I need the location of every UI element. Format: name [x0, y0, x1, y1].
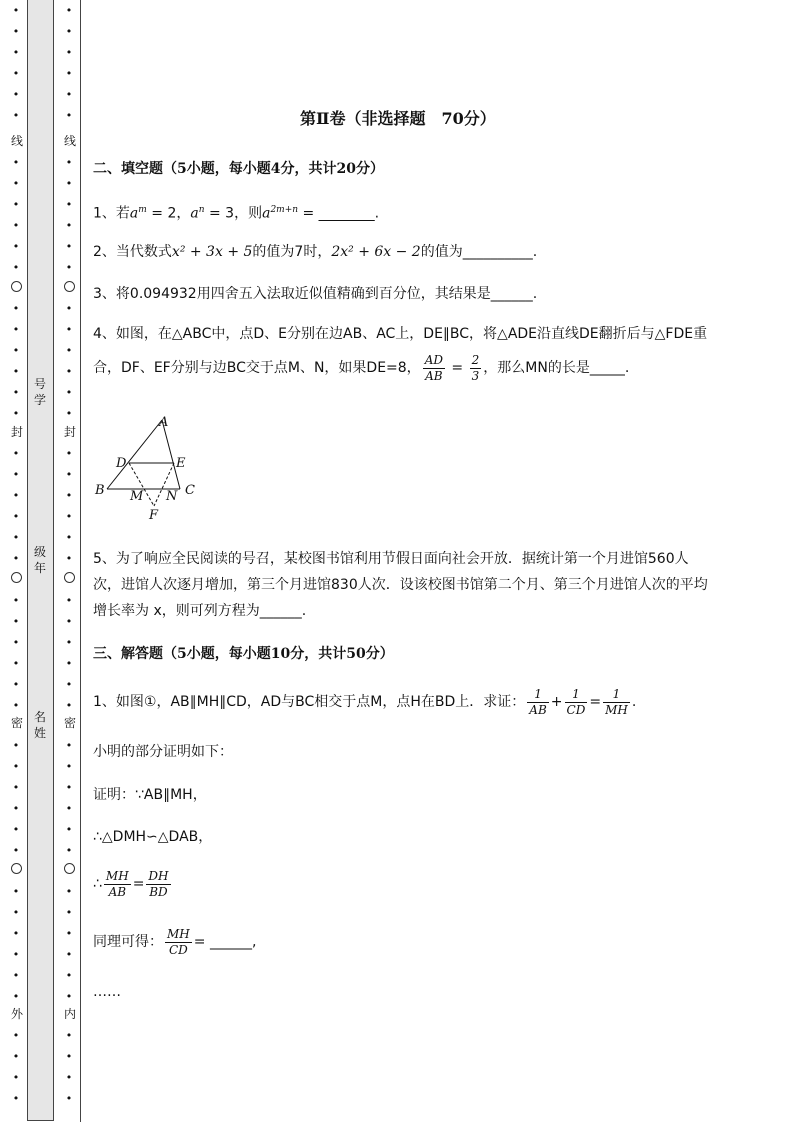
dot-column: • • • • • • — [12, 594, 20, 712]
circle-mark — [64, 863, 75, 874]
label-C: C — [185, 483, 195, 498]
dot-column: • • • • • • — [65, 885, 73, 1003]
denominator: CD — [168, 942, 188, 957]
therefore-sign: ∴ — [93, 876, 102, 892]
q-text: 的值为7时， — [252, 244, 332, 260]
circle-mark — [64, 281, 75, 292]
label-M: M — [130, 489, 144, 504]
fraction-1-cd — [565, 687, 588, 718]
numerator: MH — [105, 868, 129, 883]
math-exp: n — [198, 205, 205, 215]
outer-mark-mi: 密 — [10, 716, 23, 730]
question-2-4-line2 — [93, 350, 629, 386]
q-text: . — [631, 694, 637, 710]
label-N: N — [166, 489, 178, 504]
dot-column: • • • • — [65, 1029, 73, 1105]
proof-step-3 — [93, 866, 173, 902]
q-text: = 2， — [146, 205, 191, 222]
numerator: 1 — [603, 687, 630, 703]
question-2-2 — [93, 242, 537, 262]
fraction-two-thirds — [470, 353, 482, 384]
dot-column: • • • • • • — [65, 156, 73, 274]
label-D: D — [116, 456, 127, 471]
fraction-1-ab — [527, 687, 548, 718]
question-2-5-line2: 次，进馆人次逐月增加，第三个月进馆830人次．设该校图书馆第二个月、第三个月进馆人次的平均 — [93, 577, 708, 593]
ellipsis: …… — [93, 984, 121, 1000]
plus-sign: + — [550, 694, 563, 710]
q-text: = 3，则 — [204, 205, 263, 222]
math-var: a — [190, 205, 199, 222]
denominator: CD — [566, 702, 586, 717]
field-exam-number: 号 学 — [33, 377, 46, 407]
question-2-5-line3: 增长率为 x，则可列方程为______. — [93, 603, 307, 619]
q-text: 2、当代数式 — [93, 244, 172, 260]
proof-step-2: ∴△DMH∽△DAB， — [93, 829, 213, 845]
inner-mark-nei: 内 — [63, 1007, 76, 1021]
fraction-mh-cd — [165, 927, 192, 958]
label-A: A — [159, 415, 169, 430]
section-heading-fill-in: 二、填空题（5小题，每小题4分，共计20分） — [93, 161, 384, 177]
dot-column: • • • • • • — [65, 594, 73, 712]
field-grade: 级 年 — [33, 545, 46, 575]
numerator: DH — [148, 868, 169, 883]
label-E: E — [176, 456, 186, 471]
section-heading-answer: 三、解答题（5小题，每小题10分，共计50分） — [93, 646, 394, 662]
q-text: ，那么MN的长是_____. — [483, 360, 630, 376]
inner-mark-xian: 线 — [63, 134, 76, 148]
dot-column: • • • • • • — [65, 447, 73, 565]
outer-mark-wai: 外 — [10, 1007, 23, 1021]
inner-gutter — [63, 0, 75, 1123]
q-text: = ________. — [298, 205, 380, 222]
question-2-5-line1: 5、为了响应全民阅读的号召，某校图书馆利用节假日面向社会开放．据统计第一个月进馆560人 — [93, 551, 689, 567]
equals: = — [589, 694, 602, 710]
dot-column: • • • • • • — [12, 4, 20, 122]
inner-mark-mi: 密 — [63, 716, 76, 730]
math-expression: 2x² + 6x − 2 — [331, 244, 421, 260]
dot-column: • • • • • • — [12, 447, 20, 565]
question-2-4-line1: 4、如图，在△ABC中，点D、E分别在边AB、AC上，DE∥BC，将△ADE沿直线DE翻折后与△FDE重 — [93, 326, 708, 342]
triangle-figure — [92, 412, 202, 524]
dot-column: • • • • • • — [12, 885, 20, 1003]
denominator: 3 — [471, 368, 480, 383]
math-expression: x² + 3x + 5 — [171, 244, 253, 260]
circle-mark — [11, 281, 22, 292]
denominator: AB — [108, 884, 127, 899]
math-var: a — [129, 205, 139, 222]
numerator: MH — [167, 926, 190, 941]
dot-column: • • • • • • — [12, 739, 20, 857]
circle-mark — [64, 572, 75, 583]
question-2-3: 3、将0.094932用四舍五入法取近似值精确到百分位，其结果是______. — [93, 286, 538, 302]
dot-column: • • • • • • — [65, 4, 73, 122]
label-F: F — [149, 508, 159, 523]
outer-mark-xian: 线 — [10, 134, 23, 148]
inner-mark-feng: 封 — [63, 425, 76, 439]
fraction-1-mh — [603, 687, 630, 718]
denominator: BD — [149, 884, 168, 899]
fraction-ad-ab — [423, 353, 445, 384]
math-exp: m — [138, 205, 147, 215]
label-B: B — [95, 483, 105, 498]
math-var: a — [262, 205, 271, 222]
dot-column: • • • • • • — [12, 156, 20, 274]
numerator: AD — [424, 352, 443, 367]
q-text: 的值为__________. — [420, 244, 538, 260]
dot-column: • • • • • • — [65, 302, 73, 420]
fraction-mh-ab — [104, 869, 131, 900]
q-text: 合，DF、EF分别与边BC交于点M、N，如果DE=8， — [93, 360, 421, 376]
q-text: 1、如图①，AB∥MH∥CD，AD与BC相交于点M，点H在BD上．求证： — [93, 694, 526, 710]
fraction-dh-bd — [146, 869, 170, 900]
question-3-1 — [93, 684, 636, 720]
proof-step-4 — [93, 924, 256, 960]
denominator: AB — [529, 702, 547, 717]
outer-mark-feng: 封 — [10, 425, 23, 439]
circle-mark — [11, 863, 22, 874]
numerator: 1 — [565, 687, 588, 703]
proof-intro: 小明的部分证明如下： — [93, 744, 233, 760]
denominator: AB — [425, 368, 443, 383]
dot-column: • • • • • • — [12, 302, 20, 420]
numerator: 2 — [471, 352, 480, 367]
math-exp: 2m+n — [270, 205, 299, 215]
denominator: MH — [605, 702, 628, 717]
dot-column: • • • • • • — [65, 739, 73, 857]
equals: = — [446, 360, 468, 376]
question-2-1 — [93, 200, 379, 224]
q-text: 同理可得： — [93, 934, 163, 950]
numerator: 1 — [527, 687, 548, 703]
dot-column: • • • • — [12, 1029, 20, 1105]
outer-gutter — [10, 0, 22, 1123]
q-text: 1、若 — [93, 205, 130, 222]
proof-step-1: 证明：∵AB∥MH， — [93, 787, 207, 803]
field-name: 名 姓 — [33, 710, 46, 740]
page-title: 第Ⅱ卷（非选择题 70分） — [300, 109, 496, 128]
q-text: = ______, — [193, 934, 257, 950]
circle-mark — [11, 572, 22, 583]
margin-rule — [80, 0, 81, 1122]
equals: = — [132, 876, 145, 892]
